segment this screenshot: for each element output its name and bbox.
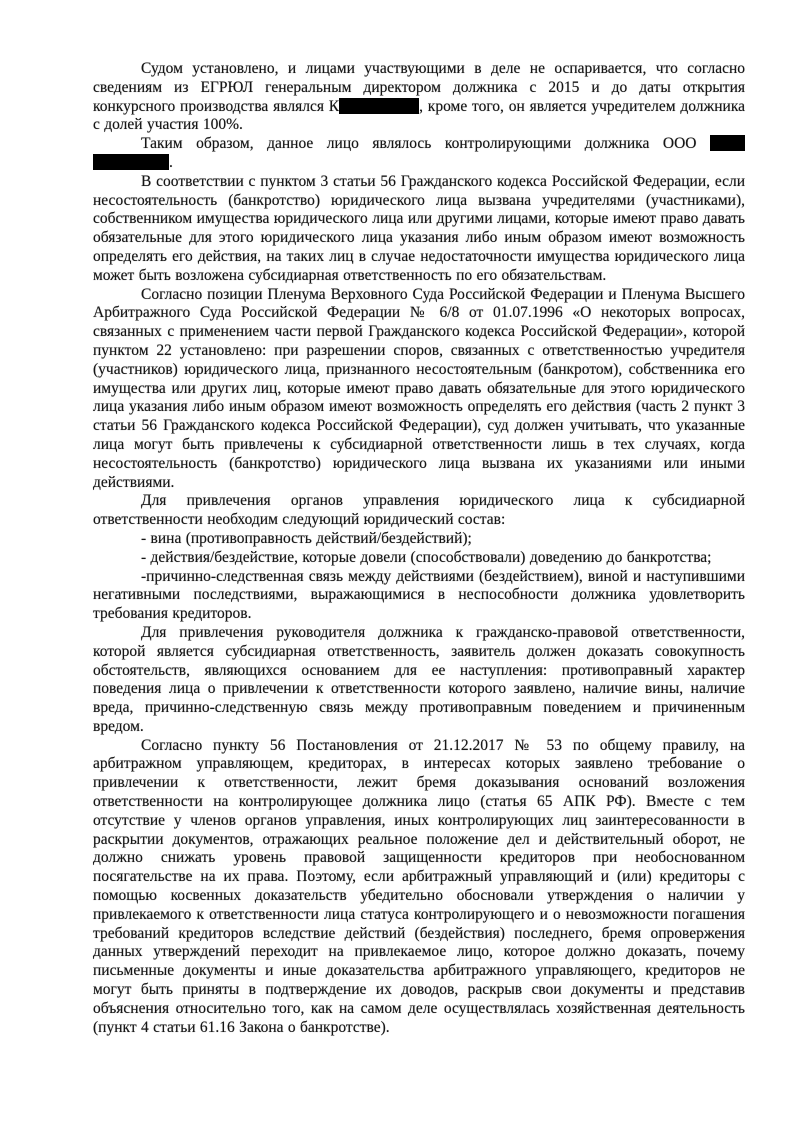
paragraph: В соответствии с пунктом 3 статьи 56 Гражданского кодекса Российской Федерации, если несостоятельность (банкротство) юридического лица вызвана учредителями (участниками), собственником имущества юридического лица или другими лицами, которые имеют право давать обязательные для этого юридического лица указания либо иным образом имеют возможность определять его действия, на таких лиц в случае недостаточности имущества юридического лица может быть возложена субсидиарная ответственность по его обязательствам.: [93, 172, 745, 284]
paragraph: Таким образом, данное лицо являлось контролирующими должника ООО .: [93, 135, 745, 173]
paragraph: -причинно-следственная связь между действиями (бездействием), виной и наступившими негативными последствиями, выражающимися в неспособности должника удовлетворить требования кредиторов.: [93, 567, 745, 623]
paragraph: - действия/бездействие, которые довели (способствовали) доведению до банкротства;: [141, 548, 712, 566]
paragraph: Согласно пункту 56 Постановления от 21.12.2017 № 53 по общему правилу, на арбитражном управляющем, кредиторах, в интересах которых заявлено требование о привлечении к ответственности, лежит бремя доказывания оснований возложения ответственности на контролирующее должника лицо (статья 65 АПК РФ). Вместе с тем отсутствие у членов органов управления, иных контролирующих лиц заинтересованности в раскрытии документов, отражающих реальное положение дел и действительный оборот, не должно снижать уровень правовой защищенности кредиторов при необоснованном посягательстве на их права. Поэтому, если арбитражный управляющий и (или) кредиторы с помощью косвенных доказательств убедительно обосновали утверждения о наличии у привлекаемого к ответственности лица статуса контролирующего и о невозможности погашения требований кредиторов вследствие действий (бездействия) последнего, бремя опровержения данных утверждений переходит на привлекаемое лицо, которое должно доказать, почему письменные документы и иные доказательства арбитражного управляющего, кредиторов не могут быть приняты в подтверждение их доводов, раскрыв свои документы и представив объяснения относительно того, как на самом деле осуществлялась хозяйственная деятельность (пункт 4 статьи 61.16 Закона о банкротстве).: [93, 736, 745, 1036]
redaction-box: [93, 154, 169, 170]
paragraph: Для привлечения руководителя должника к гражданско-правовой ответственности, которой является субсидиарная ответственность, заявитель должен доказать совокупность обстоятельств, являющихся основанием для ее наступления: противоправный характер поведения лица о привлечении к ответственности которого заявлено, наличие вины, наличие вреда, причинно-следственную связь между противоправным поведением и причиненным вредом.: [93, 623, 745, 735]
redaction-box: [710, 135, 745, 151]
paragraph: Для привлечения органов управления юридического лица к субсидиарной ответственности необходим следующий юридический состав:: [93, 492, 745, 529]
paragraph: - вина (противоправность действий/бездействий);: [141, 529, 472, 547]
document-text-block: [93, 60, 745, 1037]
paragraph: Согласно позиции Пленума Верховного Суда Российской Федерации и Пленума Высшего Арбитражного Суда Российской Федерации № 6/8 от 01.07.1996 «О некоторых вопросах, связанных с применением части первой Гражданского кодекса Российской Федерации», которой пунктом 22 установлено: при разрешении споров, связанных с ответственностью учредителя (участников) юридического лица, признанного несостоятельным (банкротом), собственника его имущества или других лиц, которые имеют право давать обязательные для этого юридического лица указания либо иным образом имеют возможность определять его действия (часть 2 пункт 3 статьи 56 Гражданского кодекса Российской Федерации), суд должен учитывать, что указанные лица могут быть привлечены к субсидиарной ответственности лишь в тех случаях, когда несостоятельность (банкротство) юридического лица вызвана их указаниями или иными действиями.: [93, 285, 745, 491]
paragraph: Судом установлено, и лицами участвующими в деле не оспаривается, что согласно сведениям из ЕГРЮЛ генеральным директором должника с 2015 и до даты открытия конкурсного производства являлся К , кроме того, он является учредителем должника с долей участия 100%.: [93, 60, 745, 134]
redaction-box: [339, 98, 419, 114]
